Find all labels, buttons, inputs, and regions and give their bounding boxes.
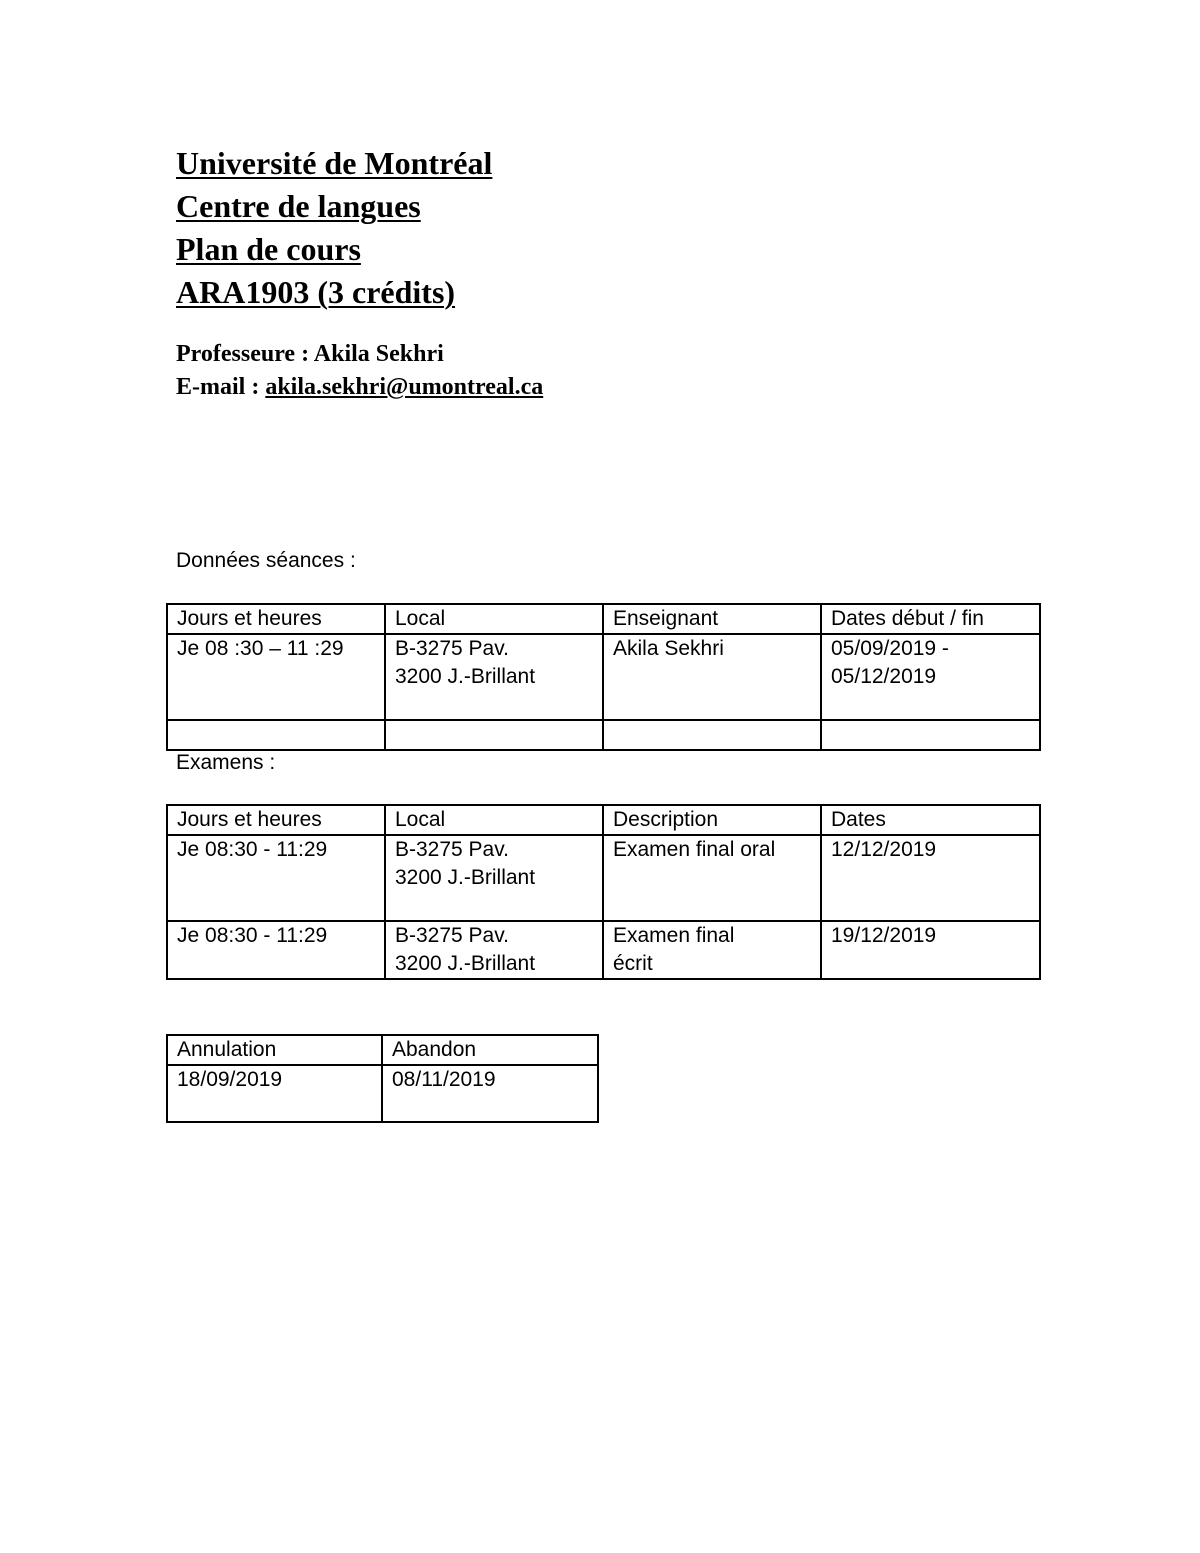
exam-description-line: Examen final oral [613, 838, 776, 861]
session-time-cell [167, 634, 385, 720]
empty-cell [821, 720, 1040, 750]
exam-local-line: B-3275 Pav. [395, 838, 510, 861]
exams-header-cell: Dates [821, 805, 1040, 835]
exam-time-cell [167, 835, 385, 921]
session-dates-line: 05/09/2019 - [831, 637, 949, 660]
empty-table-row [167, 720, 1040, 750]
session-time: Je 08 :30 – 11 :29 [177, 637, 344, 660]
professor-label: Professeure : [176, 341, 310, 367]
exam-local-cell [385, 835, 603, 921]
table-row [167, 835, 1040, 921]
sessions-header-cell: Local [385, 604, 603, 634]
table-row [167, 921, 1040, 979]
exam-description-cell [603, 835, 821, 921]
empty-cell [603, 720, 821, 750]
empty-cell [385, 720, 603, 750]
sessions-header-cell: Enseignant [603, 604, 821, 634]
contact-block [176, 338, 543, 404]
empty-cell [167, 720, 385, 750]
session-dates-cell [821, 634, 1040, 720]
exam-time: Je 08:30 - 11:29 [177, 838, 328, 861]
centre-title: Centre de langues [176, 188, 421, 224]
session-teacher: Akila Sekhri [613, 637, 724, 660]
session-local-line: 3200 J.-Brillant [395, 665, 536, 688]
deadlines-header-row [167, 1035, 598, 1065]
cancellation-date-cell [167, 1065, 382, 1122]
professor-line [176, 338, 543, 371]
exam-date-cell [821, 835, 1040, 921]
cancellation-date: 18/09/2019 [177, 1068, 283, 1091]
exams-header-row [167, 805, 1040, 835]
exams-header-cell: Description [603, 805, 821, 835]
sessions-header-cell: Jours et heures [167, 604, 385, 634]
exams-table [166, 804, 1041, 980]
exam-time: Je 08:30 - 11:29 [177, 924, 328, 947]
deadlines-table [166, 1034, 599, 1123]
email-link[interactable]: akila.sekhri@umontreal.ca [265, 374, 544, 400]
session-dates-line: 05/12/2019 [831, 665, 937, 688]
exam-date-cell [821, 921, 1040, 979]
professor-name: Akila Sekhri [313, 341, 444, 367]
exams-header-cell: Jours et heures [167, 805, 385, 835]
document-heading [176, 142, 492, 314]
exam-local-line: 3200 J.-Brillant [395, 866, 536, 889]
session-local-line: B-3275 Pav. [395, 637, 510, 660]
exam-description-line: écrit [613, 952, 653, 975]
exam-local-line: B-3275 Pav. [395, 924, 510, 947]
exam-date: 12/12/2019 [831, 838, 937, 861]
session-local-cell [385, 634, 603, 720]
withdrawal-date-cell [382, 1065, 598, 1122]
table-row [167, 1065, 598, 1122]
deadlines-header-cell: Annulation [167, 1035, 382, 1065]
exam-local-cell [385, 921, 603, 979]
exam-local-line: 3200 J.-Brillant [395, 952, 536, 975]
exam-time-cell [167, 921, 385, 979]
sessions-label: Données séances : [176, 549, 356, 572]
exam-description-cell [603, 921, 821, 979]
exams-label: Examens : [176, 751, 276, 774]
sessions-header-cell: Dates début / fin [821, 604, 1040, 634]
withdrawal-date: 08/11/2019 [392, 1068, 496, 1091]
exam-description-line: Examen final [613, 924, 735, 947]
plan-title: Plan de cours [176, 231, 361, 267]
deadlines-header-cell: Abandon [382, 1035, 598, 1065]
exams-header-cell: Local [385, 805, 603, 835]
email-line [176, 371, 543, 404]
exam-date: 19/12/2019 [831, 924, 937, 947]
sessions-header-row [167, 604, 1040, 634]
sessions-table [166, 603, 1041, 751]
session-teacher-cell [603, 634, 821, 720]
email-label: E-mail : [176, 374, 260, 400]
table-row [167, 634, 1040, 720]
university-title: Université de Montréal [176, 145, 493, 181]
course-title: ARA1903 (3 crédits) [176, 274, 456, 310]
